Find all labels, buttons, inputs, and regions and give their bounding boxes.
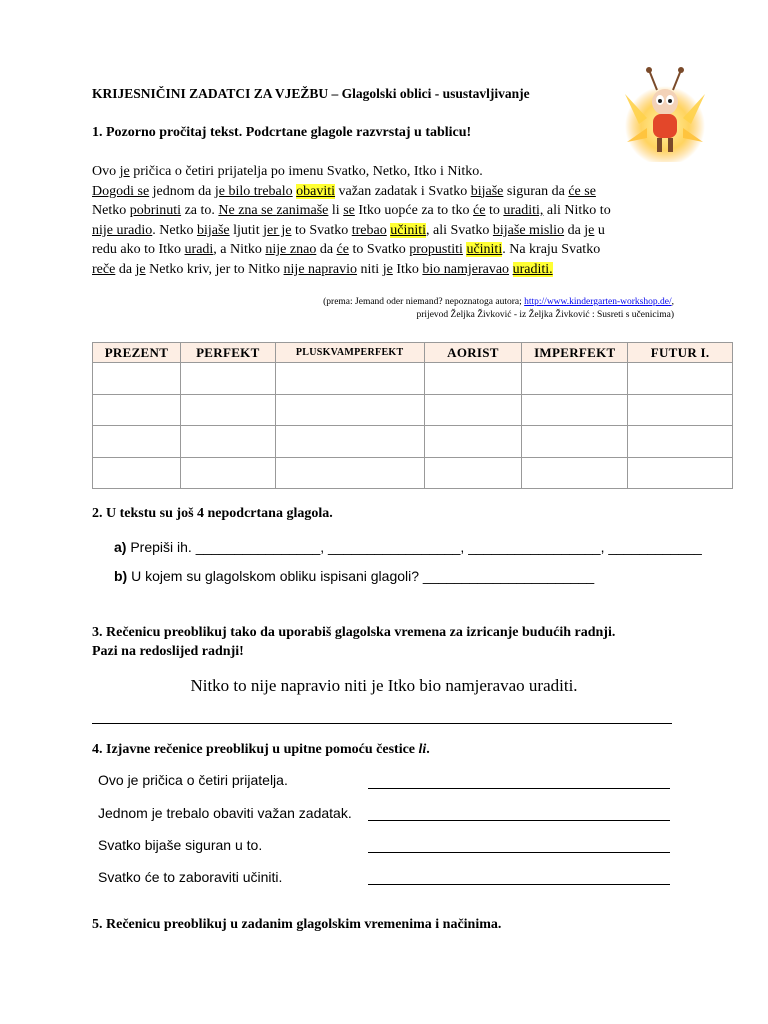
underlined-verb: je	[119, 164, 130, 179]
story-text-segment: Ovo	[92, 164, 120, 179]
task3-sentence: Nitko to nije napravio niti je Itko bio namjeravao uraditi.	[190, 676, 578, 695]
source-credit	[323, 296, 674, 322]
task4-answer-line-2[interactable]	[368, 820, 670, 821]
story-text-segment: da	[115, 261, 136, 277]
header-perfekt: PERFEKT	[180, 343, 275, 363]
table-cell[interactable]	[522, 457, 628, 489]
table-cell[interactable]	[424, 426, 522, 458]
verb-classification-table	[92, 342, 733, 489]
story-text-segment: siguran da	[503, 183, 569, 199]
worksheet-title: KRIJESNIČINI ZADATCI ZA VJEŽBU – Glagolski oblici - usustavljivanje	[92, 86, 530, 101]
table-cell[interactable]	[628, 363, 733, 395]
underlined-verb: reče	[92, 261, 116, 277]
table-row	[93, 426, 733, 458]
table-cell[interactable]	[275, 363, 424, 395]
table-cell[interactable]	[628, 394, 733, 426]
underlined-verb: će	[336, 242, 349, 258]
story-text-segment: u	[594, 222, 605, 238]
task4-answer-line-1[interactable]	[368, 788, 670, 789]
story-text-segment: to Svatko	[348, 242, 410, 258]
underlined-verb: će	[473, 203, 486, 219]
table-row	[93, 457, 733, 489]
credit-prefix: (prema: Jemand oder niemand? nepoznatoga autora;	[323, 297, 525, 307]
task4-answer-line-4[interactable]	[368, 884, 670, 885]
story-text-segment: Itko uopće za to tko	[354, 203, 474, 219]
table-cell[interactable]	[424, 363, 522, 395]
underlined-verb: se	[343, 203, 355, 219]
underlined-verb: bijaše mislio	[492, 222, 565, 238]
header-pluskvamperfekt: PLUSKVAMPERFEKT	[275, 343, 424, 363]
table-row	[93, 363, 733, 395]
story-text-segment: ljutit	[229, 222, 264, 238]
underlined-verb: učiniti	[466, 242, 503, 258]
story-text	[92, 162, 672, 280]
task4-heading-text: 4. Izjavne rečenice preoblikuj u upitne pomoću čestice	[92, 742, 419, 757]
story-text-segment: li	[328, 203, 344, 219]
header-aorist: AORIST	[424, 343, 522, 363]
table-cell[interactable]	[275, 426, 424, 458]
table-cell[interactable]	[522, 394, 628, 426]
underlined-verb: pobrinuti	[129, 203, 182, 219]
underlined-verb: uradi	[184, 242, 214, 258]
table-cell[interactable]	[522, 426, 628, 458]
table-cell[interactable]	[180, 394, 275, 426]
task2-a[interactable]	[114, 539, 702, 555]
underlined-verb: će se	[568, 183, 596, 199]
table-cell[interactable]	[628, 457, 733, 489]
table-cell[interactable]	[275, 394, 424, 426]
story-text-segment: Itko	[392, 261, 423, 277]
task3-heading-line2: Pazi na redoslijed radnji!	[92, 644, 244, 659]
underlined-verb: je	[584, 222, 595, 238]
table-cell[interactable]	[93, 426, 181, 458]
story-text-segment: . Na kraju Svatko	[502, 242, 601, 258]
task2-b-text: U kojem su glagolskom obliku ispisani glagoli? ______________________	[127, 568, 595, 584]
underlined-verb: propustiti	[409, 242, 463, 258]
story-text-segment: pričica o četiri prijatelja po imenu Svatko, Netko, Itko i Nitko.	[129, 164, 483, 179]
story-text-segment: , a Nitko	[213, 242, 266, 258]
task3-answer-line[interactable]	[92, 723, 672, 724]
task4-sentence-4: Svatko će to zaboraviti učiniti.	[98, 869, 283, 885]
table-cell[interactable]	[93, 394, 181, 426]
underlined-verb: zanimaše	[276, 203, 329, 219]
underlined-verb: jer je	[263, 222, 292, 238]
source-link[interactable]: http://www.kindergarten-workshop.de/	[524, 297, 672, 307]
table-cell[interactable]	[424, 394, 522, 426]
table-cell[interactable]	[180, 457, 275, 489]
story-text-segment: redu ako to Itko	[92, 242, 185, 258]
underlined-verb: Ne zna se	[218, 203, 277, 219]
task2-b[interactable]	[114, 568, 594, 584]
underlined-verb: uraditi.	[512, 261, 553, 277]
underlined-verb: nije napravio	[283, 261, 358, 277]
table-cell[interactable]	[424, 457, 522, 489]
underlined-verb: je	[135, 261, 146, 277]
underlined-verb: učiniti	[390, 222, 427, 238]
underlined-verb: Dogodi se	[92, 183, 150, 199]
story-text-segment: . Netko	[152, 222, 197, 238]
header-imperfekt: IMPERFEKT	[522, 343, 628, 363]
story-text-segment: jednom da	[149, 183, 215, 199]
underlined-verb: uraditi,	[503, 203, 544, 219]
task5-heading: 5. Rečenicu preoblikuj u zadanim glagolskim vremenima i načinima.	[92, 917, 502, 932]
underlined-verb: bio namjeravao	[422, 261, 510, 277]
table-cell[interactable]	[522, 363, 628, 395]
story-text-segment: to	[485, 203, 504, 219]
story-text-segment: ali Nitko to	[543, 203, 611, 219]
task4-sentence-1: Ovo je pričica o četiri prijatelja.	[98, 772, 288, 788]
story-text-segment: da	[564, 222, 585, 238]
task2-heading: 2. U tekstu su još 4 nepodcrtana glagola.	[92, 506, 333, 521]
task4-heading	[92, 742, 430, 758]
story-text-segment: važan zadatak i Svatko	[335, 183, 471, 199]
underlined-verb: bijaše	[196, 222, 230, 238]
story-line	[92, 201, 672, 221]
task2-a-label: a)	[114, 539, 127, 555]
story-line	[92, 221, 672, 241]
credit-suffix: ,	[671, 297, 674, 307]
underlined-verb: nije znao	[265, 242, 317, 258]
story-line	[92, 260, 672, 280]
table-cell[interactable]	[180, 363, 275, 395]
story-text-segment: za to.	[181, 203, 219, 219]
firefly-icon	[617, 66, 713, 162]
underlined-verb: trebao	[351, 222, 387, 238]
underlined-verb: nije uradio	[92, 222, 153, 238]
task4-sentence-2: Jednom je trebalo obaviti važan zadatak.	[98, 805, 352, 821]
task4-heading-end: .	[426, 742, 430, 757]
table-header-row	[93, 343, 733, 363]
task4-sentence-3: Svatko bijaše siguran u to.	[98, 837, 263, 853]
story-text-segment: to Svatko	[291, 222, 352, 238]
table-cell[interactable]	[93, 457, 181, 489]
task4-answer-line-3[interactable]	[368, 852, 670, 853]
story-text-segment: Netko	[92, 203, 130, 219]
task4-heading-particle: li	[418, 742, 427, 757]
underlined-verb: obaviti	[296, 183, 336, 199]
table-cell[interactable]	[93, 363, 181, 395]
task3-heading-line1: 3. Rečenicu preoblikuj tako da uporabiš glagolska vremena za izricanje budućih radnji.	[92, 625, 616, 640]
header-prezent: PREZENT	[93, 343, 181, 363]
underlined-verb: je	[382, 261, 393, 277]
story-line	[92, 162, 672, 182]
underlined-verb: je bilo trebalo	[214, 183, 293, 199]
task1-heading: 1. Pozorno pročitaj tekst. Podcrtane glagole razvrstaj u tablicu!	[92, 125, 472, 140]
task2-b-label: b)	[114, 568, 128, 584]
table-cell[interactable]	[275, 457, 424, 489]
story-text-segment: Netko kriv, jer to Nitko	[145, 261, 284, 277]
story-line	[92, 182, 672, 202]
credit-translation: prijevod Željka Živković - iz Željka Živković : Susreti s učenicima)	[416, 310, 674, 320]
story-line	[92, 240, 672, 260]
story-text-segment: niti	[357, 261, 383, 277]
table-cell[interactable]	[628, 426, 733, 458]
underlined-verb: bijaše	[470, 183, 504, 199]
story-text-segment: da	[316, 242, 337, 258]
header-futur: FUTUR I.	[628, 343, 733, 363]
table-row	[93, 394, 733, 426]
task2-a-text: Prepiši ih. ________________, _________________, _________________, ____________	[126, 539, 702, 555]
table-cell[interactable]	[180, 426, 275, 458]
story-text-segment: , ali Svatko	[426, 222, 493, 238]
